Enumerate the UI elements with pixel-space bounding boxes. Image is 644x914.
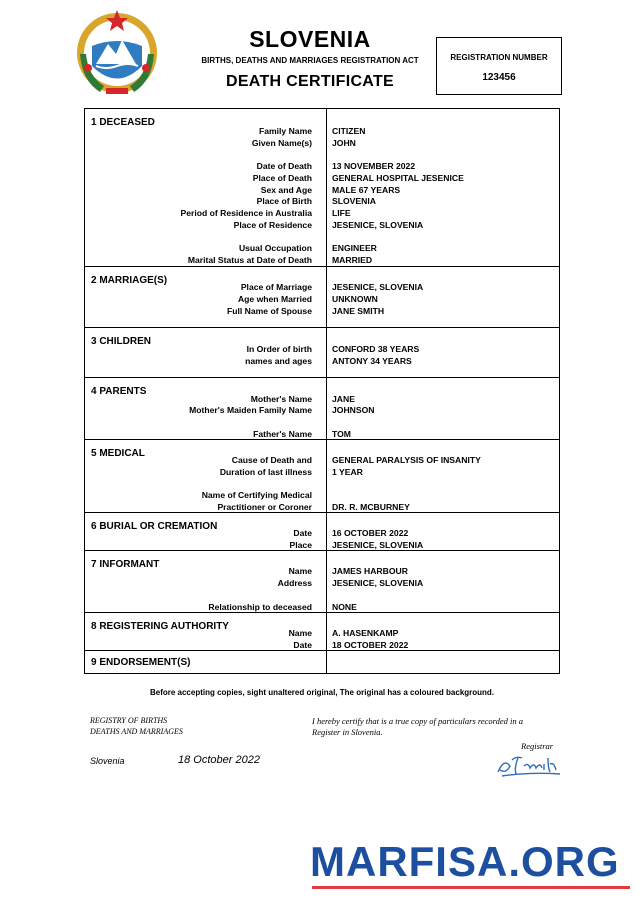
field-label: Practitioner or Coroner — [217, 502, 312, 512]
field-value: GENERAL PARALYSIS OF INSANITY — [332, 455, 481, 465]
field-value: NONE — [332, 602, 357, 612]
field-value: JESENICE, SLOVENIA — [332, 578, 424, 588]
field-value: 1 YEAR — [332, 467, 363, 477]
section-deceased — [85, 109, 559, 266]
act-subtitle: BIRTHS, DEATHS AND MARRIAGES REGISTRATION ACT — [201, 56, 419, 65]
field-label: Place — [289, 540, 312, 550]
field-label: Full Name of Spouse — [227, 306, 312, 316]
section-burial — [85, 512, 559, 550]
field-value: JESENICE, SLOVENIA — [332, 540, 424, 550]
field-value: JAMES HARBOUR — [332, 566, 408, 576]
field-label: Age when Married — [237, 294, 312, 304]
field-value: UNKNOWN — [332, 294, 378, 304]
field-value: JANE SMITH — [332, 306, 385, 316]
section-title: 1 DECEASED — [91, 117, 155, 128]
section-title: 9 ENDORSEMENT(S) — [91, 657, 191, 668]
field-value: DR. R. MCBURNEY — [332, 502, 410, 512]
field-label: Name of Certifying Medical — [201, 490, 312, 500]
certification-line1: I hereby certify that is a true copy of particulars recorded in a — [312, 716, 524, 726]
field-label: Name — [288, 566, 312, 576]
field-label: Place of Marriage — [240, 282, 312, 292]
section-title: 6 BURIAL OR CREMATION — [91, 521, 218, 532]
section-medical — [85, 439, 559, 512]
watermark-underline — [312, 886, 630, 889]
field-value: 13 NOVEMBER 2022 — [332, 161, 416, 171]
section-parents — [85, 377, 559, 439]
field-value: JANE — [332, 394, 355, 404]
field-value: A. HASENKAMP — [332, 628, 399, 638]
section-title: 7 INFORMANT — [91, 559, 160, 570]
field-label: Relationship to deceased — [208, 602, 312, 612]
field-label: Sex and Age — [260, 185, 312, 195]
field-value: ANTONY 34 YEARS — [332, 356, 412, 366]
field-value: JESENICE, SLOVENIA — [332, 220, 424, 230]
watermark-brand: MARFISA.ORG — [310, 838, 620, 885]
registration-label: REGISTRATION NUMBER — [450, 53, 548, 62]
registry-name-line2: DEATHS AND MARRIAGES — [90, 727, 183, 736]
field-label: Date — [293, 528, 312, 538]
field-label: Place of Birth — [256, 196, 312, 206]
section-title: 3 CHILDREN — [91, 336, 152, 347]
field-value: MARRIED — [332, 255, 373, 265]
section-title: 5 MEDICAL — [91, 448, 145, 459]
field-label: In Order of birth — [246, 344, 312, 354]
section-title: 4 PARENTS — [91, 386, 147, 397]
coat-of-arms-emblem — [70, 6, 165, 101]
field-value: GENERAL HOSPITAL JESENICE — [332, 173, 464, 183]
field-value: 16 OCTOBER 2022 — [332, 528, 409, 538]
certificate-form — [84, 108, 560, 674]
field-value: ENGINEER — [332, 243, 377, 253]
field-label: Date — [293, 640, 312, 650]
document-title: DEATH CERTIFICATE — [225, 73, 395, 90]
section-title: 8 REGISTERING AUTHORITY — [91, 621, 229, 632]
field-label: Father's Name — [253, 429, 312, 439]
field-value: CITIZEN — [332, 126, 366, 136]
field-label: Usual Occupation — [238, 243, 312, 253]
field-label: Place of Residence — [233, 220, 312, 230]
field-value: CONFORD 38 YEARS — [332, 344, 420, 354]
field-value: MALE 67 YEARS — [332, 185, 401, 195]
field-label: Place of Death — [252, 173, 312, 183]
issue-date: 18 October 2022 — [178, 754, 260, 766]
field-label: Cause of Death and — [231, 455, 312, 465]
certification-line2: Register in Slovenia. — [312, 727, 383, 737]
field-label: Family Name — [258, 126, 312, 136]
section-marriages — [85, 266, 559, 327]
registration-number: 123456 — [482, 72, 516, 83]
field-label: Marital Status at Date of Death — [187, 255, 312, 265]
section-title: 2 MARRIAGE(S) — [91, 275, 168, 286]
section-registering-authority — [85, 612, 559, 650]
country-title: SLOVENIA — [249, 26, 371, 52]
section-endorsements — [85, 650, 559, 675]
field-value: TOM — [332, 429, 351, 439]
field-value: JOHNSON — [332, 405, 375, 415]
field-label: Given Name(s) — [251, 138, 312, 148]
registration-box — [436, 37, 562, 95]
field-label: Name — [288, 628, 312, 638]
field-label: Address — [277, 578, 312, 588]
field-value: JESENICE, SLOVENIA — [332, 282, 424, 292]
field-value: SLOVENIA — [332, 196, 376, 206]
field-value: LIFE — [332, 208, 351, 218]
field-label: Duration of last illness — [219, 467, 312, 477]
section-informant — [85, 550, 559, 612]
registry-name-line1: REGISTRY OF BIRTHS — [90, 716, 168, 725]
field-value: 18 OCTOBER 2022 — [332, 640, 409, 650]
field-label: Date of Death — [256, 161, 312, 171]
field-label: Mother's Maiden Family Name — [189, 405, 312, 415]
registrar-signature — [494, 752, 564, 778]
field-label: Mother's Name — [250, 394, 312, 404]
registrar-label: Registrar — [521, 741, 554, 751]
field-label: Period of Residence in Australia — [180, 208, 312, 218]
section-children — [85, 327, 559, 377]
authenticity-note: Before accepting copies, sight unaltered original, The original has a coloured background. — [149, 688, 495, 697]
issue-place: Slovenia — [90, 756, 125, 766]
field-value: JOHN — [332, 138, 356, 148]
field-label: names and ages — [245, 356, 312, 366]
